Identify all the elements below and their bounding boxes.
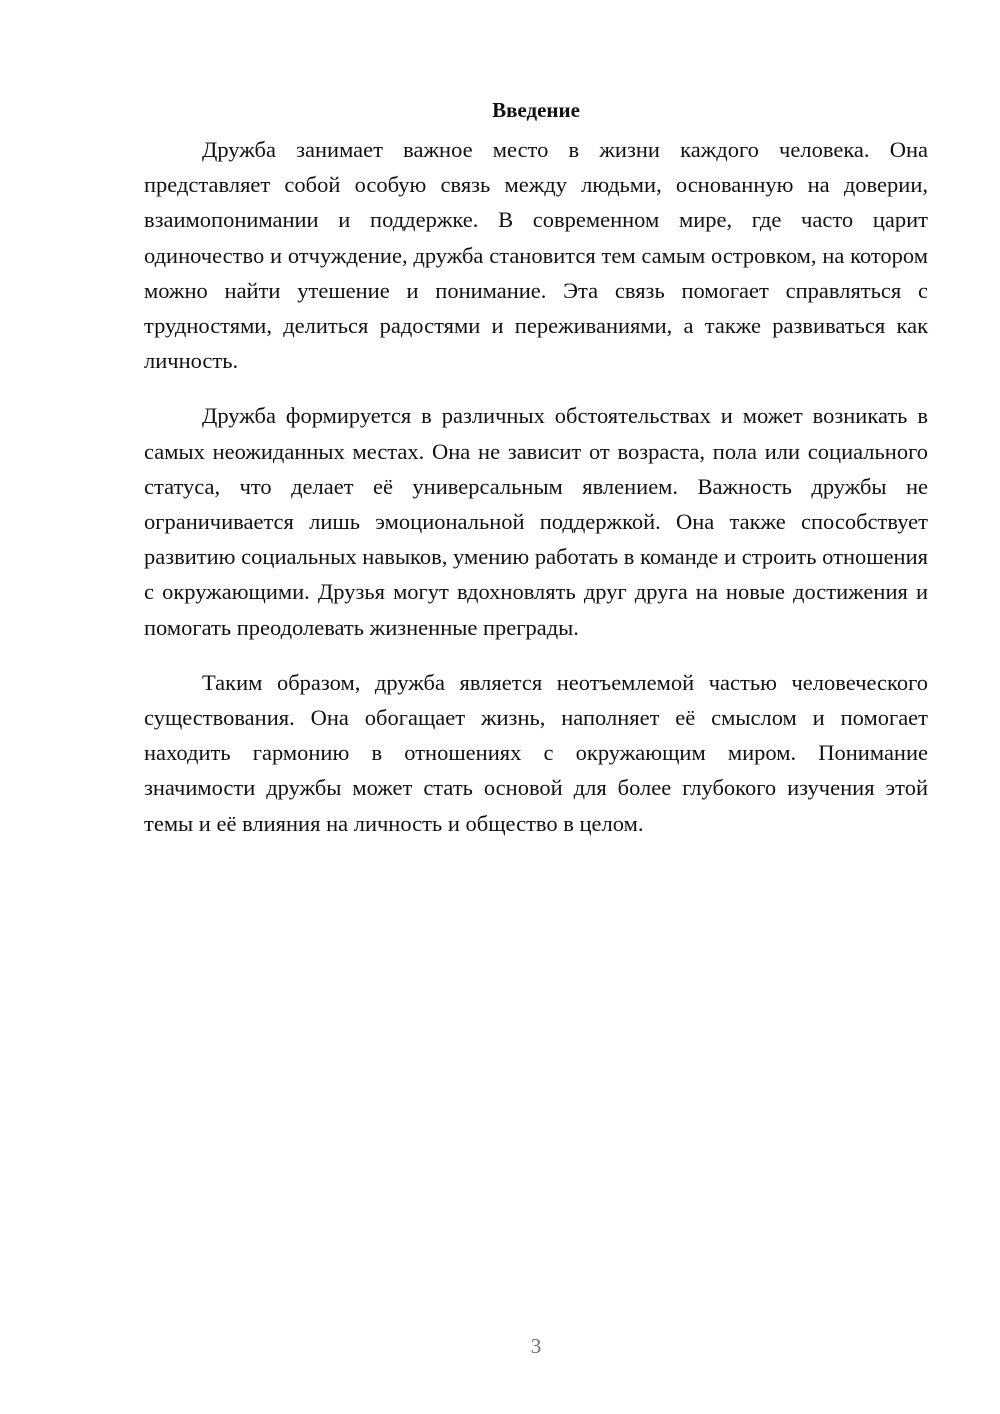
- page-number: 3: [530, 1334, 542, 1358]
- paragraph-3: Таким образом, дружба является неотъемлемой частью человеческого существования. Она обогащает жизнь, наполняет её смыслом и помогает находить гармонию в отношениях с окружающим миром. Понимание значимости дружбы может стать основой для более глубокого изучения этой темы и её влияния на личность и общество в целом.: [144, 669, 928, 836]
- paragraph-2: Дружба формируется в различных обстоятельствах и может возникать в самых неожиданных местах. Она не зависит от возраста, пола или социального статуса, что делает её универсальным явлением. Важность дружбы не ограничивается лишь эмоциональной поддержкой. Она также способствует развитию социальных навыков, умению работать в команде и строить отношения с окружающими. Друзья могут вдохновлять друг друга на новые достижения и помогать преодолевать жизненные преграды.: [144, 403, 928, 640]
- section-heading: Введение: [492, 98, 580, 122]
- paragraph-1: Дружба занимает важное место в жизни каждого человека. Она представляет собой особую связь между людьми, основанную на доверии, взаимопонимании и поддержке. В современном мире, где часто царит одиночество и отчуждение, дружба становится тем самым островком, на котором можно найти утешение и понимание. Эта связь помогает справляться с трудностями, делиться радостями и переживаниями, а также развиваться как личность.: [144, 137, 928, 374]
- page-content: [144, 92, 928, 861]
